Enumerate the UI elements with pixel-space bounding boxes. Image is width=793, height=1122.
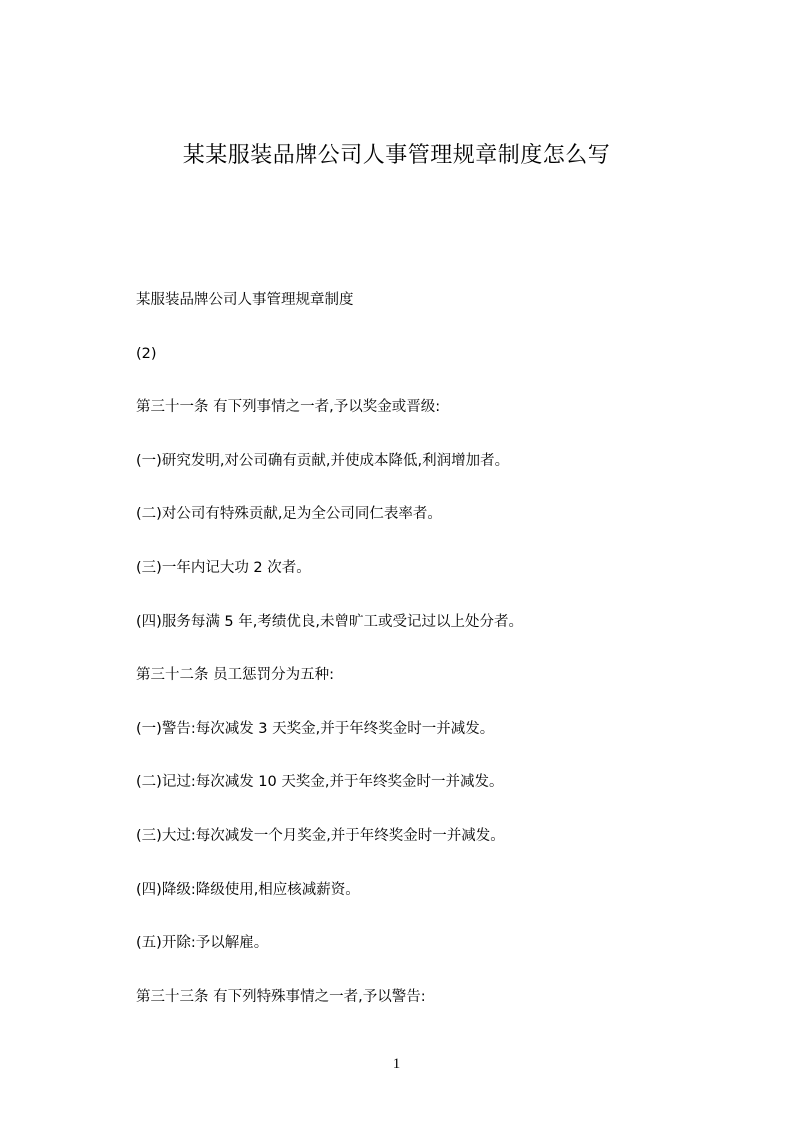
list-item: (五)开除:予以解雇。 [136, 935, 269, 952]
list-item: (三)一年内记大功 2 次者。 [136, 559, 311, 576]
page-number: 1 [392, 1056, 401, 1072]
article-heading: 第三十二条 员工惩罚分为五种: [136, 667, 334, 684]
list-item: (四)降级:降级使用,相应核减薪资。 [136, 881, 360, 898]
document-title: 某某服装品牌公司人事管理规章制度怎么写 [182, 143, 611, 168]
list-item: (一)警告:每次减发 3 天奖金,并于年终奖金时一并减发。 [136, 720, 495, 737]
article-heading: 第三十一条 有下列事情之一者,予以奖金或晋级: [136, 399, 441, 416]
list-item: (四)服务每满 5 年,考绩优良,未曾旷工或受记过以上处分者。 [136, 613, 523, 630]
body-paragraph: 某服装品牌公司人事管理规章制度 [136, 292, 354, 308]
list-item: (二)记过:每次减发 10 天奖金,并于年终奖金时一并减发。 [136, 774, 504, 791]
article-heading: 第三十三条 有下列特殊事情之一者,予以警告: [136, 988, 426, 1005]
list-item: (一)研究发明,对公司确有贡献,并使成本降低,利润增加者。 [136, 452, 510, 469]
document-body [136, 286, 696, 1036]
list-item: (二)对公司有特殊贡献,足为全公司同仁表率者。 [136, 506, 442, 523]
body-paragraph: (2) [136, 345, 157, 362]
list-item: (三)大过:每次减发一个月奖金,并于年终奖金时一并减发。 [136, 827, 505, 844]
